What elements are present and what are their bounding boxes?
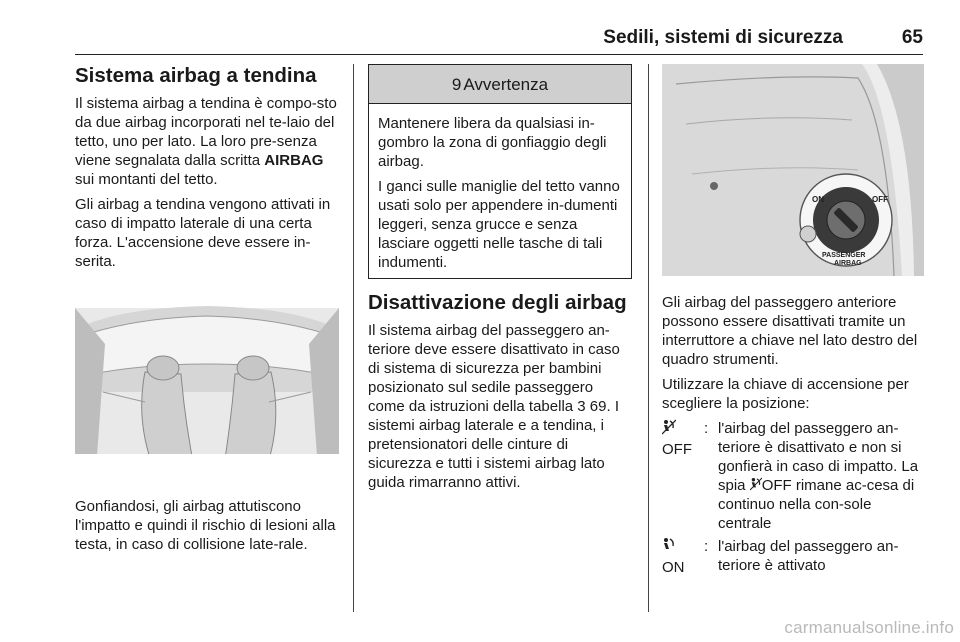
paragraph: Il sistema airbag a tendina è compo-sto da due airbag incorporati nel te-laio del tetto, uno per lato. La loro pre-senza viene segnalata dalla scritta AIRBAG sui montanti del tetto. xyxy=(75,95,337,188)
page-header xyxy=(75,24,923,55)
list-description: l'airbag del passeggero an-teriore è attivato xyxy=(718,538,899,574)
column-3 xyxy=(662,293,926,577)
list-separator: : xyxy=(704,420,709,437)
warning-box xyxy=(368,64,632,279)
warning-body xyxy=(369,104,631,278)
switch-off-label: OFF xyxy=(872,195,888,204)
airbag-switch-illustration xyxy=(662,64,924,276)
warning-title: Avvertenza xyxy=(463,74,549,94)
paragraph: Gli airbag del passeggero anteriore possono essere disattivati tramite un interruttore a chiave nel lato destro del quadro strumenti. xyxy=(662,294,918,368)
list-term: ON xyxy=(662,537,704,577)
switch-on-label: ON xyxy=(812,195,824,204)
column-2 xyxy=(368,64,632,498)
airbag-on-icon xyxy=(662,537,676,553)
list-description: l'airbag del passeggero an-teriore è disattivato e non si gonfierà in caso di impatto. La spia OFF rimane ac-cesa di continuo nella con-sole centrale xyxy=(718,420,919,532)
caption-text: Gonfiandosi, gli airbag attutiscono l'impatto e quindi il rischio di lesioni alla testa, in caso di collisione late-rale. xyxy=(75,498,336,553)
warning-text: Mantenere libera da qualsiasi in-gombro la zona di gonfiaggio degli airbag. xyxy=(378,115,607,170)
position-list xyxy=(662,419,926,577)
warning-text: I ganci sulle maniglie del tetto vanno usati solo per appendere in-dumenti leggeri, senza grucce e senza lasciare oggetti nelle tasche di tali indumenti. xyxy=(378,178,620,271)
switch-passenger-label: PASSENGER xyxy=(822,252,866,259)
paragraph: Utilizzare la chiave di accensione per scegliere la posizione: xyxy=(662,376,909,412)
page-number: 65 xyxy=(901,27,923,48)
page-reference: 3 69 xyxy=(577,398,607,415)
list-separator: : xyxy=(704,538,709,555)
section-heading: Sistema airbag a tendina xyxy=(75,64,317,87)
warning-icon: 9 xyxy=(451,74,462,94)
paragraph: Il sistema airbag del passeggero an-teriore deve essere disattivato in caso di sistema di sicurezza per bambini posizionato sul sedile passeggero come da istruzioni della tabella 3 69. I sistemi airbag laterale e a tendina, i pretensionatori delle cinture di sicurezza e tutti i sistemi airbag lato guida rimarranno attivi. xyxy=(368,322,620,491)
watermark: carmanualsonline.info xyxy=(784,618,954,637)
image-caption xyxy=(75,497,340,560)
curtain-airbag-illustration xyxy=(75,272,339,484)
paragraph: Gli airbag a tendina vengono attivati in caso di impatto laterale di una certa forza. L'accensione deve essere in-serita. xyxy=(75,196,331,270)
list-term: OFF xyxy=(662,419,704,537)
key-switch-image xyxy=(662,64,924,276)
car-interior-image xyxy=(75,272,339,484)
column-divider xyxy=(648,64,649,612)
switch-airbag-label: AIRBAG xyxy=(834,260,862,267)
section-heading: Disattivazione degli airbag xyxy=(368,291,627,314)
warning-header xyxy=(369,65,631,104)
column-1 xyxy=(75,64,340,277)
airbag-off-icon xyxy=(750,477,762,491)
column-divider xyxy=(353,64,354,612)
airbag-off-icon xyxy=(662,419,676,435)
airbag-label: AIRBAG xyxy=(264,152,324,169)
page-title: Sedili, sistemi di sicurezza xyxy=(603,27,843,48)
